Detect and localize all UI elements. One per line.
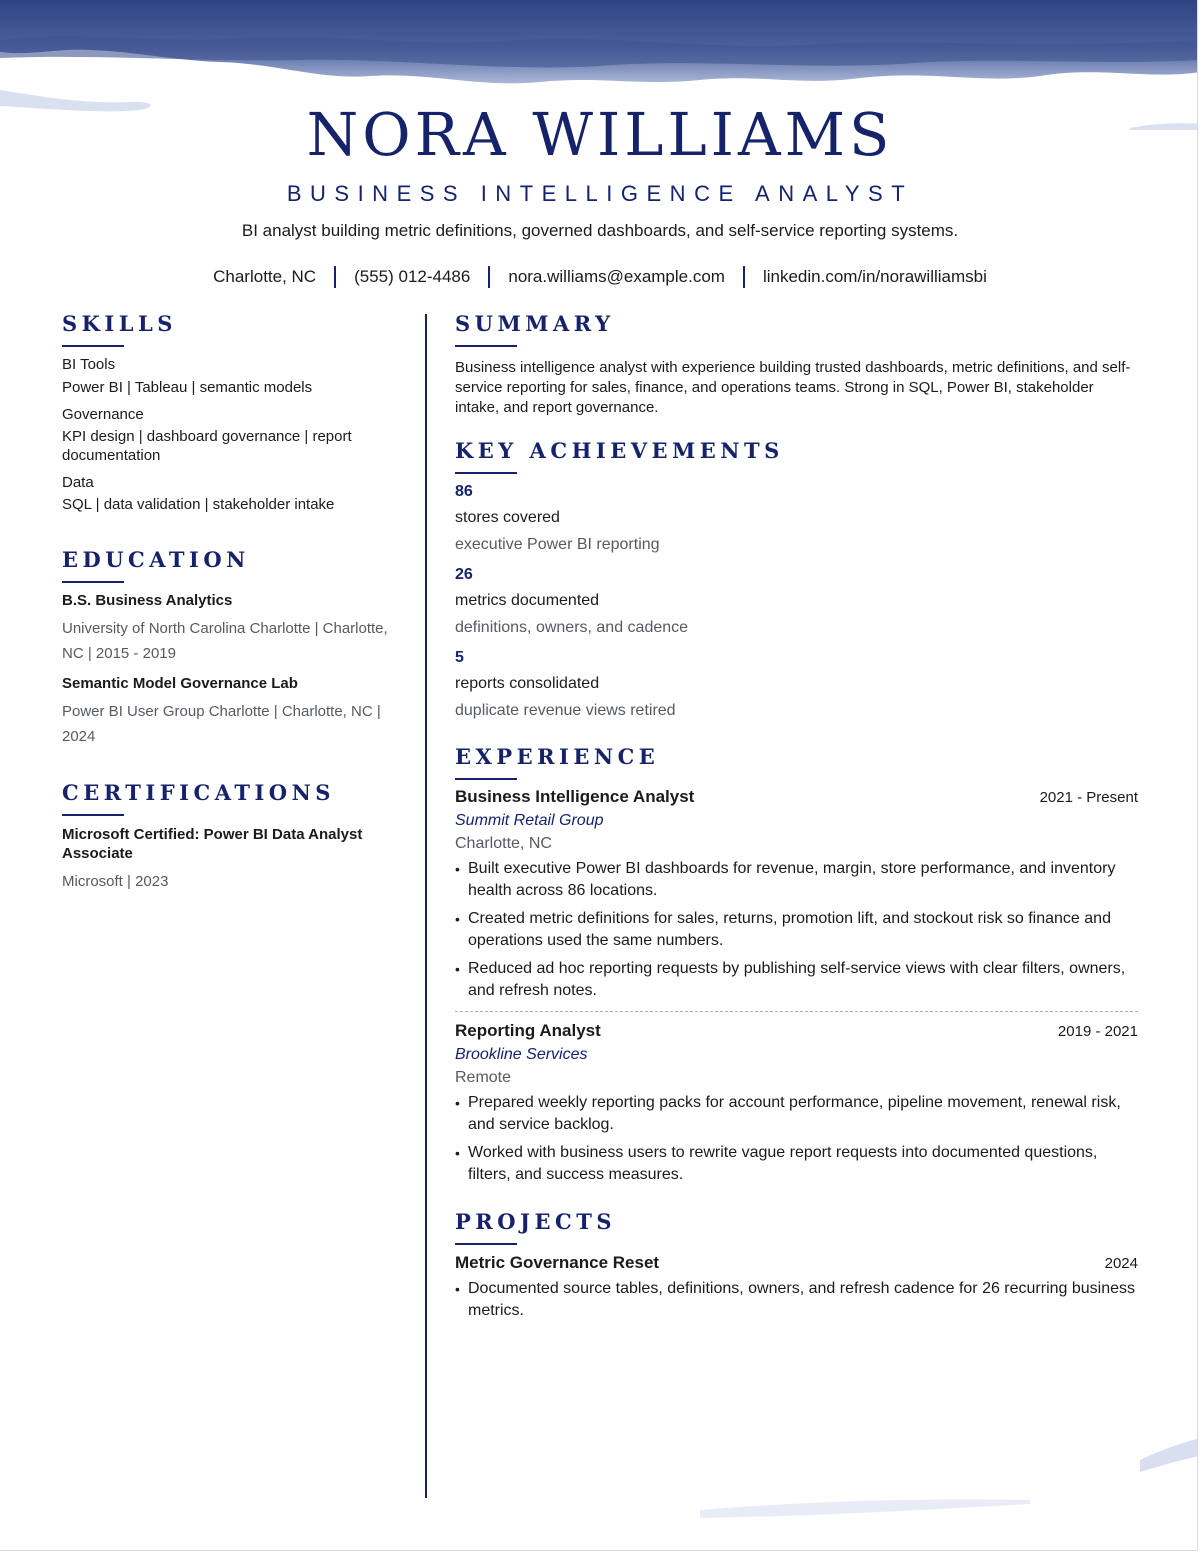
achievement-item [455,647,1138,722]
job-location: Remote [455,1069,512,1086]
achievement-note: executive Power BI reporting [455,536,660,553]
education-degree: Semantic Model Governance Lab [62,675,298,692]
contact-separator [743,266,745,288]
section-heading-experience: EXPERIENCE [455,744,660,769]
contact-email[interactable]: nora.williams@example.com [508,267,725,286]
bullet-item: • Reduced ad hoc reporting requests by publishing self-service views with clear filters, owners, and refresh notes. [455,958,1138,1002]
achievements-section [455,437,1138,722]
project-entry [455,1252,1138,1322]
summary-text: Business intelligence analyst with experience building trusted dashboards, metric definitions, and self-service reporting for sales, finance, and operations teams. Strong in SQL, Power BI, stakeholder intake, and report governance. [455,359,1131,416]
achievement-note: definitions, owners, and cadence [455,619,689,636]
heading-underline [62,581,124,583]
projects-section [455,1208,1138,1322]
job-title: Business Intelligence Analyst [455,787,695,806]
bullet-item: • Created metric definitions for sales, returns, promotion lift, and stockout risk so finance and operations used the same numbers. [455,908,1138,952]
education-meta: University of North Carolina Charlotte | Charlotte, NC | 2015 - 2019 [62,620,388,662]
certification-meta: Microsoft | 2023 [62,873,169,890]
watercolor-footer-wash [0,1420,1198,1551]
job-company: Summit Retail Group [455,812,604,829]
candidate-name: NORA WILLIAMS [306,100,894,169]
job-title: Reporting Analyst [455,1021,601,1040]
summary-section [455,310,1138,418]
section-heading-projects: PROJECTS [455,1209,616,1234]
section-heading-summary: SUMMARY [455,311,615,336]
contact-linkedin[interactable]: linkedin.com/in/norawilliamsbi [762,267,987,286]
bullet-item: • Worked with business users to rewrite vague report requests into documented questions, filters, and success measures. [455,1142,1138,1186]
section-heading-education: EDUCATION [62,547,250,572]
experience-section [455,743,1138,1186]
section-heading-skills: SKILLS [62,311,177,336]
skills-section [62,310,402,514]
skill-category: Governance [62,406,144,423]
education-degree: B.S. Business Analytics [62,592,233,609]
heading-underline [455,472,517,474]
heading-underline [455,345,517,347]
achievement-item [455,564,1138,639]
contact-bar [0,265,1198,289]
right-column [455,310,1138,1328]
skill-category: BI Tools [62,356,116,373]
bullet-item: • Prepared weekly reporting packs for account performance, pipeline movement, renewal risk, and service backlog. [455,1092,1138,1136]
experience-entry [455,786,1138,1002]
achievement-number: 5 [455,649,464,666]
job-location: Charlotte, NC [455,835,552,852]
heading-underline [62,814,124,816]
achievement-label: metrics documented [455,592,600,609]
section-heading-certifications: CERTIFICATIONS [62,780,335,805]
job-dates: 2019 - 2021 [1057,1023,1138,1040]
project-title: Metric Governance Reset [455,1253,660,1272]
job-bullets [455,858,1138,1002]
certification-name: Microsoft Certified: Power BI Data Analyst Associate [62,826,363,862]
contact-location: Charlotte, NC [213,267,317,286]
achievement-number: 26 [455,566,473,583]
skill-category: Data [62,474,94,491]
heading-underline [455,1243,517,1245]
achievement-label: reports consolidated [455,675,600,692]
bullet-item: • Built executive Power BI dashboards for revenue, margin, store performance, and inventory health across 86 locations. [455,858,1138,902]
project-bullets [455,1278,1138,1322]
section-heading-achievements: KEY ACHIEVEMENTS [455,438,784,463]
left-column [62,310,402,894]
experience-entry [455,1020,1138,1186]
contact-separator [488,266,490,288]
achievement-label: stores covered [455,509,560,526]
achievement-note: duplicate revenue views retired [455,702,676,719]
entry-separator [455,1011,1138,1012]
contact-phone[interactable]: (555) 012-4486 [354,267,471,286]
achievement-item [455,481,1138,556]
bullet-item: • Documented source tables, definitions, owners, and refresh cadence for 26 recurring business metrics. [455,1278,1138,1322]
certifications-section [62,779,402,894]
skill-items: KPI design | dashboard governance | report documentation [62,428,352,464]
contact-separator [334,266,336,288]
job-title-headline: BUSINESS INTELLIGENCE ANALYST [286,181,914,206]
skill-items: SQL | data validation | stakeholder intake [62,496,335,513]
column-divider [425,314,427,1498]
job-company: Brookline Services [455,1046,588,1063]
skill-items: Power BI | Tableau | semantic models [62,379,313,396]
project-dates: 2024 [1104,1255,1138,1272]
education-meta: Power BI User Group Charlotte | Charlotte, NC | 2024 [62,703,381,745]
heading-underline [455,778,517,780]
job-dates: 2021 - Present [1039,789,1138,806]
tagline: BI analyst building metric definitions, governed dashboards, and self-service reporting systems. [241,221,959,240]
heading-underline [62,345,124,347]
education-section [62,546,402,749]
job-bullets [455,1092,1138,1186]
achievement-number: 86 [455,483,473,500]
